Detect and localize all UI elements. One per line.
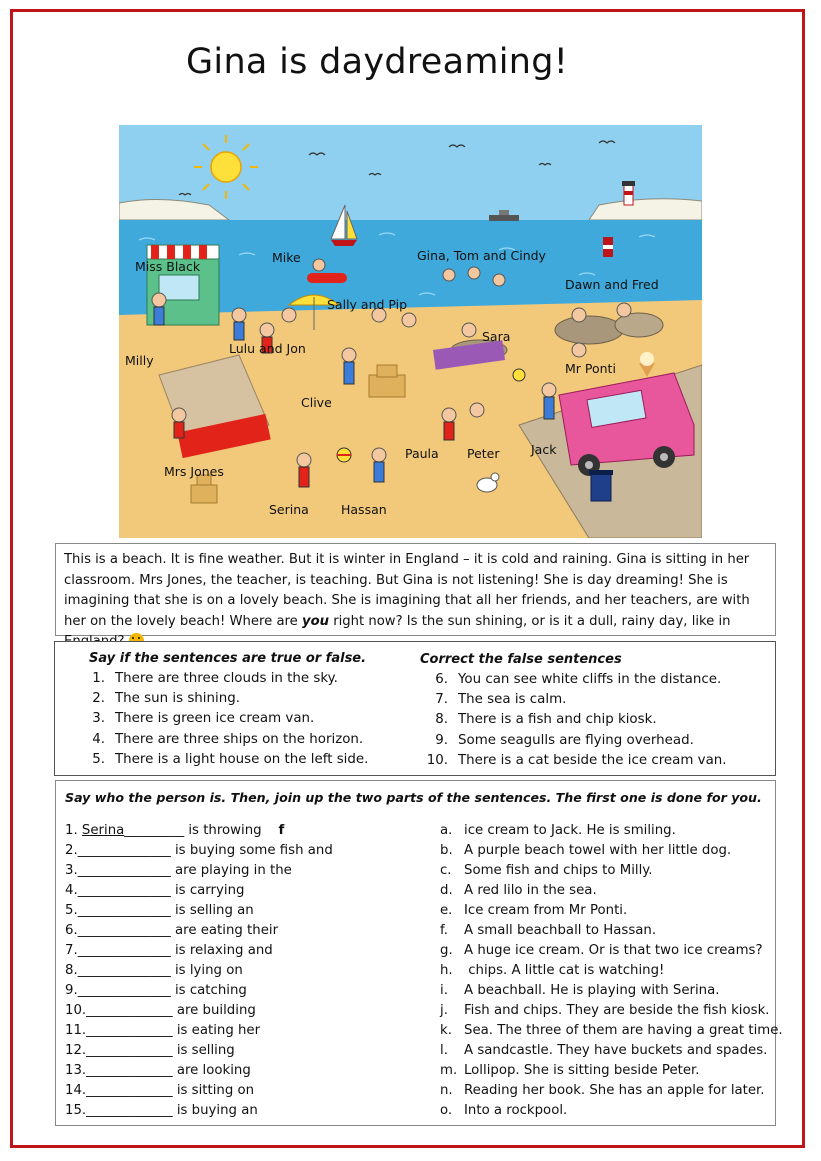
list-item: 4.______________ is carrying (65, 883, 245, 898)
true-false-list-left (78, 669, 368, 770)
red-lilo (307, 273, 347, 283)
list-item: g. A huge ice cream. Or is that two ice creams? (440, 943, 763, 958)
label-mr-ponti: Mr Ponti (565, 361, 616, 376)
label-clive: Clive (301, 395, 332, 410)
list-item: e. Ice cream from Mr Ponti. (440, 903, 628, 918)
list-item: 9. Some seagulls are flying overhead. (435, 732, 694, 748)
bin-icon (589, 470, 613, 501)
label-peter: Peter (467, 446, 500, 461)
correct-false-heading: Correct the false sentences (420, 652, 622, 667)
list-item: 1. Serina_________ is throwing f (65, 823, 285, 838)
label-hassan: Hassan (341, 502, 387, 517)
true-false-section (54, 641, 776, 776)
label-mike: Mike (272, 250, 301, 265)
list-item: 8. There is a fish and chip kiosk. (435, 712, 657, 728)
label-serina: Serina (269, 502, 309, 517)
list-item: m. Lollipop. She is sitting beside Peter. (440, 1063, 700, 1078)
list-item: c. Some fish and chips to Milly. (440, 863, 653, 878)
list-item: l. A sandcastle. They have buckets and spades. (440, 1043, 768, 1058)
list-item: o. Into a rockpool. (440, 1103, 568, 1118)
list-item: 6.______________ are eating their (65, 923, 279, 938)
list-item: k. Sea. The three of them are having a great time. (440, 1023, 783, 1038)
beachball-icon (337, 448, 351, 462)
list-item: 7. The sea is calm. (435, 692, 567, 708)
beach-scene-svg (119, 125, 702, 538)
matching-heading: Say who the person is. Then, join up the two parts of the sentences. The first one is done for you. (65, 790, 762, 805)
list-item: j. Fish and chips. They are beside the fish kiosk. (440, 1003, 770, 1018)
list-item: i. A beachball. He is playing with Serina. (440, 983, 720, 998)
list-item: n. Reading her book. She has an apple for later. (440, 1083, 765, 1098)
list-item: 5. There is a light house on the left side. (92, 751, 369, 767)
list-item: d. A red lilo in the sea. (440, 883, 597, 898)
list-item: 8.______________ is lying on (65, 963, 243, 978)
list-item: 7.______________ is relaxing and (65, 943, 273, 958)
list-item: 4. There are three ships on the horizon. (92, 731, 364, 747)
label-dawn-fred: Dawn and Fred (565, 277, 659, 292)
list-item: 15._____________ is buying an (65, 1103, 258, 1118)
label-paula: Paula (405, 446, 439, 461)
intro-text-after: right now? Is the sun shining, or is it a dull, rainy day, like in (333, 613, 731, 629)
sentence-ends (440, 821, 783, 1121)
buoy-icon (603, 237, 613, 257)
intro-emphasis: you (301, 613, 330, 629)
list-item: 13._____________ are looking (65, 1063, 251, 1078)
list-item: 9.______________ is catching (65, 983, 247, 998)
list-item: h. chips. A little cat is watching! (440, 963, 665, 978)
list-item: 11._____________ is eating her (65, 1023, 261, 1038)
list-item: 3.______________ are playing in the (65, 863, 292, 878)
list-item: 14._____________ is sitting on (65, 1083, 255, 1098)
label-gina-tom-cindy: Gina, Tom and Cindy (417, 248, 546, 263)
label-milly: Milly (125, 353, 154, 368)
list-item: 2.______________ is buying some fish and (65, 843, 333, 858)
list-item: f. A small beachball to Hassan. (440, 923, 657, 938)
list-item: 12._____________ is selling (65, 1043, 235, 1058)
true-false-list-right (421, 670, 727, 771)
list-item: 3. There is green ice cream van. (92, 711, 315, 727)
page-title: Gina is daydreaming! (186, 42, 569, 82)
beach-illustration (119, 125, 702, 538)
label-jack: Jack (531, 442, 557, 457)
matching-section (55, 780, 783, 1126)
sentence-starts (65, 821, 333, 1121)
list-item: b. A purple beach towel with her little dog. (440, 843, 732, 858)
list-item: 10._____________ are building (65, 1003, 256, 1018)
label-mrs-jones: Mrs Jones (164, 464, 224, 479)
true-false-heading: Say if the sentences are true or false. (89, 651, 367, 666)
list-item: 10. There is a cat beside the ice cream van. (426, 752, 727, 768)
list-item: a. ice cream to Jack. He is smiling. (440, 823, 676, 838)
intro-paragraph (55, 543, 776, 636)
label-miss-black: Miss Black (135, 259, 201, 274)
list-item: 6. You can see white cliffs in the distance. (435, 672, 722, 687)
answer-letter: f (278, 823, 285, 838)
lighthouse-icon (622, 181, 635, 205)
label-sally-pip: Sally and Pip (327, 297, 408, 312)
label-sara: Sara (482, 329, 511, 344)
list-item: 5.______________ is selling an (65, 903, 254, 918)
list-item: 1. There are three clouds in the sky. (92, 671, 338, 686)
intro-text-before: This is a beach. It is fine weather. But it is winter in England – it is cold and raining. Gina is sitting in her classroom. Mrs Jones, the teacher, is teaching. But Gina is not listening! She is day dreaming! She is imagining that she is on a lovely beach. She is imagining that all her friends, and her teachers, are with her on the lovely beach! Where are (64, 552, 750, 629)
label-lulu-jon: Lulu and Jon (229, 341, 306, 356)
list-item: 2. The sun is shining. (92, 691, 240, 707)
